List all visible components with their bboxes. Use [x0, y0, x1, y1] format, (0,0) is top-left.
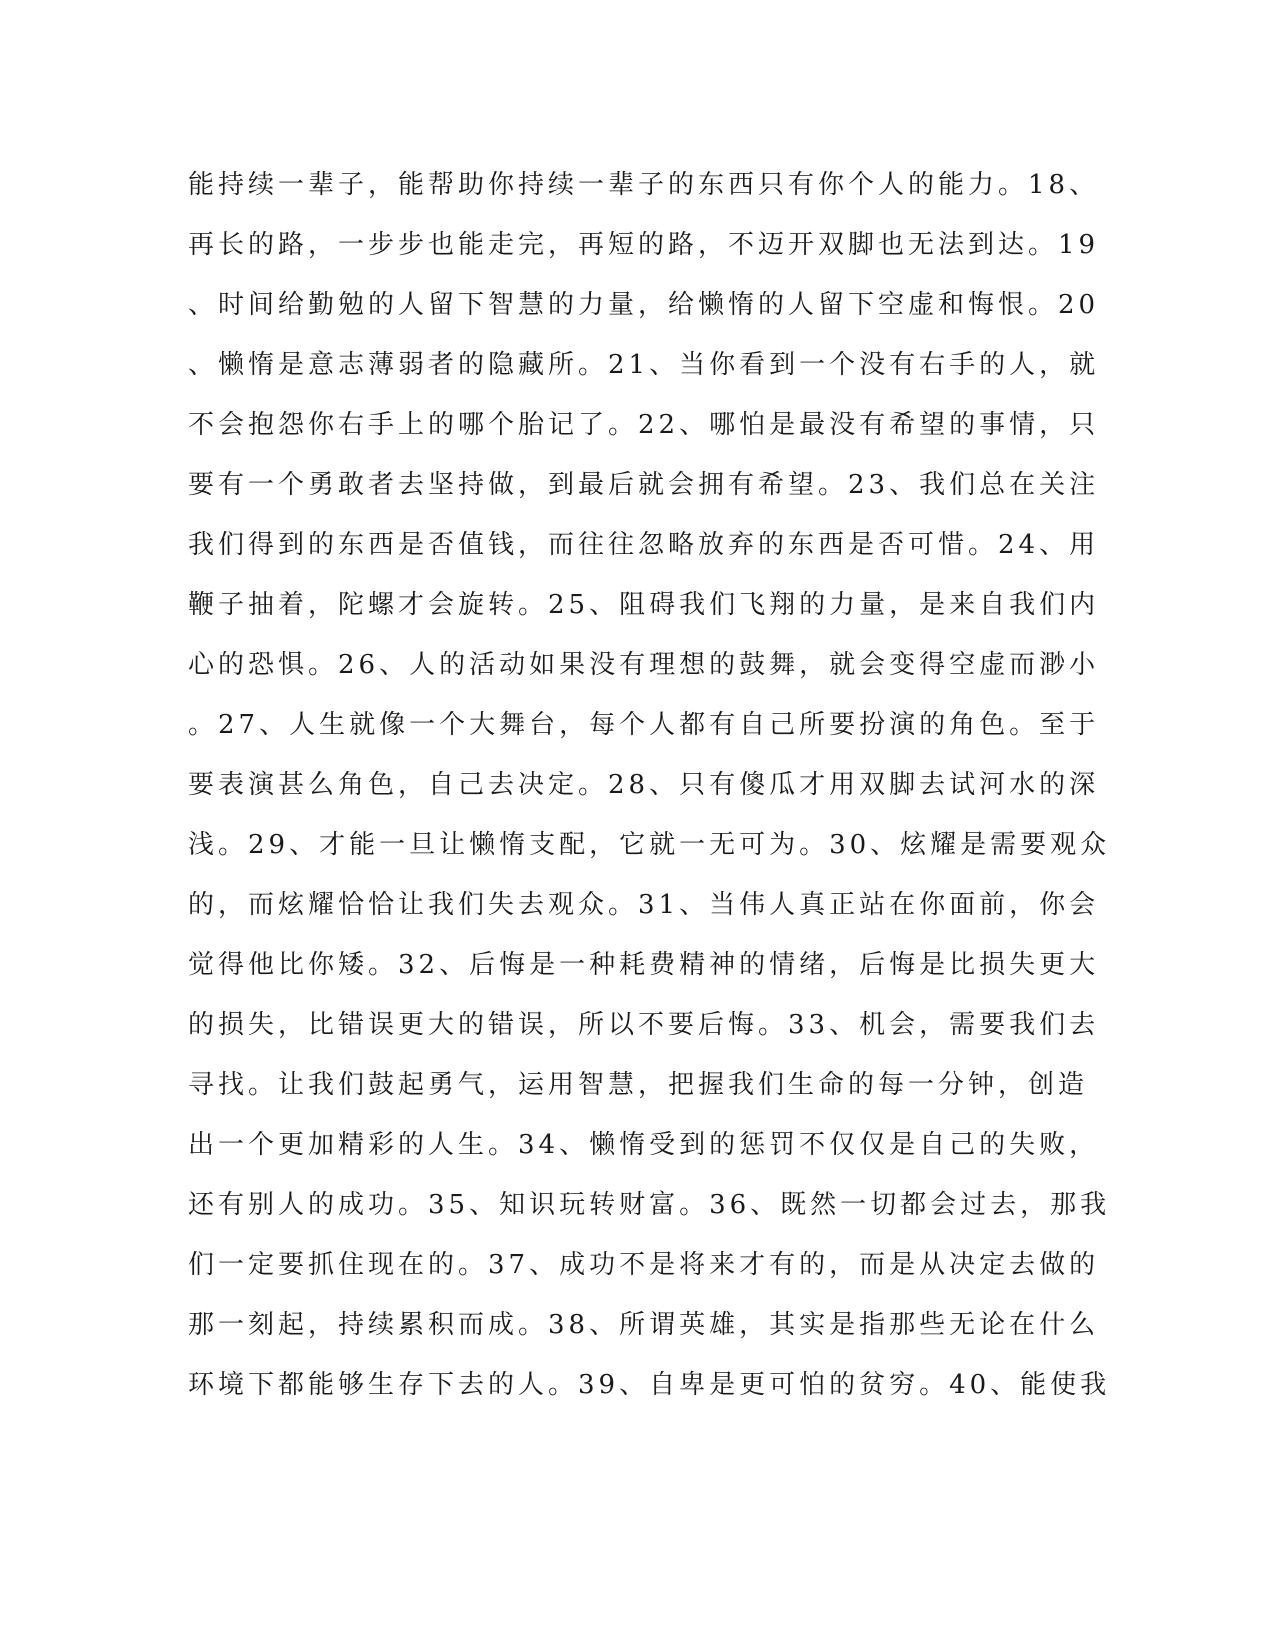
text-line: 不会抱怨你右手上的哪个胎记了。22、哪怕是最没有希望的事情，只 [188, 410, 1100, 440]
text-line: 心的恐惧。26、人的活动如果没有理想的鼓舞，就会变得空虚而渺小 [188, 650, 1100, 680]
text-line: 。27、人生就像一个大舞台，每个人都有自己所要扮演的角色。至于 [188, 710, 1100, 740]
body-text [188, 155, 1111, 1415]
text-line: 的，而炫耀恰恰让我们失去观众。31、当伟人真正站在你面前，你会 [188, 890, 1100, 920]
text-line: 出一个更加精彩的人生。34、懒惰受到的惩罚不仅仅是自己的失败， [188, 1130, 1100, 1160]
text-line: 觉得他比你矮。32、后悔是一种耗费精神的情绪，后悔是比损失更大 [188, 950, 1100, 980]
text-line: 那一刻起，持续累积而成。38、所谓英雄，其实是指那些无论在什么 [188, 1310, 1100, 1340]
text-line: 寻找。让我们鼓起勇气，运用智慧，把握我们生命的每一分钟，创造 [188, 1070, 1089, 1100]
text-line: 再长的路，一步步也能走完，再短的路，不迈开双脚也无法到达。19 [188, 230, 1100, 260]
text-line: 鞭子抽着，陀螺才会旋转。25、阻碍我们飞翔的力量，是来自我们内 [188, 590, 1100, 620]
text-line: 、时间给勤勉的人留下智慧的力量，给懒惰的人留下空虚和悔恨。20 [188, 290, 1100, 320]
text-line: 还有别人的成功。35、知识玩转财富。36、既然一切都会过去，那我 [188, 1190, 1111, 1220]
text-line: 的损失，比错误更大的错误，所以不要后悔。33、机会，需要我们去 [188, 1010, 1100, 1040]
text-line: 环境下都能够生存下去的人。39、自卑是更可怕的贫穷。40、能使我 [188, 1370, 1111, 1400]
text-line: 、懒惰是意志薄弱者的隐藏所。21、当你看到一个没有右手的人，就 [188, 350, 1100, 380]
text-line: 要表演甚么角色，自己去决定。28、只有傻瓜才用双脚去试河水的深 [188, 770, 1100, 800]
text-line: 们一定要抓住现在的。37、成功不是将来才有的，而是从决定去做的 [188, 1250, 1100, 1280]
text-line: 要有一个勇敢者去坚持做，到最后就会拥有希望。23、我们总在关注 [188, 470, 1100, 500]
text-line: 能持续一辈子，能帮助你持续一辈子的东西只有你个人的能力。18、 [188, 170, 1100, 200]
text-line: 我们得到的东西是否值钱，而往往忽略放弃的东西是否可惜。24、用 [188, 530, 1100, 560]
text-line: 浅。29、才能一旦让懒惰支配，它就一无可为。30、炫耀是需要观众 [188, 830, 1111, 860]
